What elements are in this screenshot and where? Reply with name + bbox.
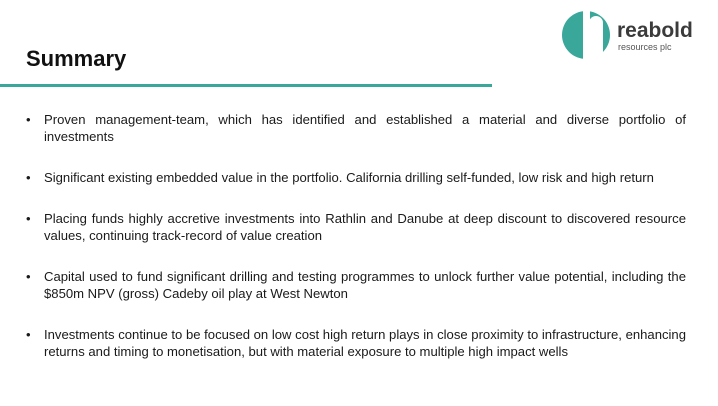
reabold-logo-mark-icon bbox=[558, 10, 614, 60]
summary-bullet-list bbox=[26, 111, 686, 384]
bullet-marker: • bbox=[26, 327, 31, 342]
bullet-text: Investments continue to be focused on low cost high return plays in close proximity to infrastructure, enhancing returns and timing to monetisation, but with material exposure to multiple high impact wells bbox=[44, 327, 686, 359]
bullet-item bbox=[26, 169, 686, 186]
bullet-marker: • bbox=[26, 170, 31, 185]
bullet-marker: • bbox=[26, 211, 31, 226]
bullet-text: Placing funds highly accretive investments into Rathlin and Danube at deep discount to discovered resource values, continuing track-record of value creation bbox=[44, 211, 686, 243]
bullet-text: Significant existing embedded value in the portfolio. California drilling self-funded, low risk and high return bbox=[44, 170, 654, 185]
title-underline bbox=[0, 84, 492, 87]
bullet-item bbox=[26, 268, 686, 302]
bullet-text: Capital used to fund significant drilling and testing programmes to unlock further value potential, including the $850m NPV (gross) Cadeby oil play at West Newton bbox=[44, 269, 686, 301]
company-logo bbox=[558, 10, 708, 60]
bullet-item bbox=[26, 210, 686, 244]
logo-wordmark: reabold bbox=[617, 19, 693, 42]
logo-tagline: resources plc bbox=[618, 42, 672, 52]
bullet-item bbox=[26, 111, 686, 145]
bullet-marker: • bbox=[26, 269, 31, 284]
bullet-marker: • bbox=[26, 112, 31, 127]
bullet-item bbox=[26, 326, 686, 360]
page-title: Summary bbox=[26, 46, 127, 71]
bullet-text: Proven management-team, which has identified and established a material and diverse portfolio of investments bbox=[44, 112, 686, 144]
